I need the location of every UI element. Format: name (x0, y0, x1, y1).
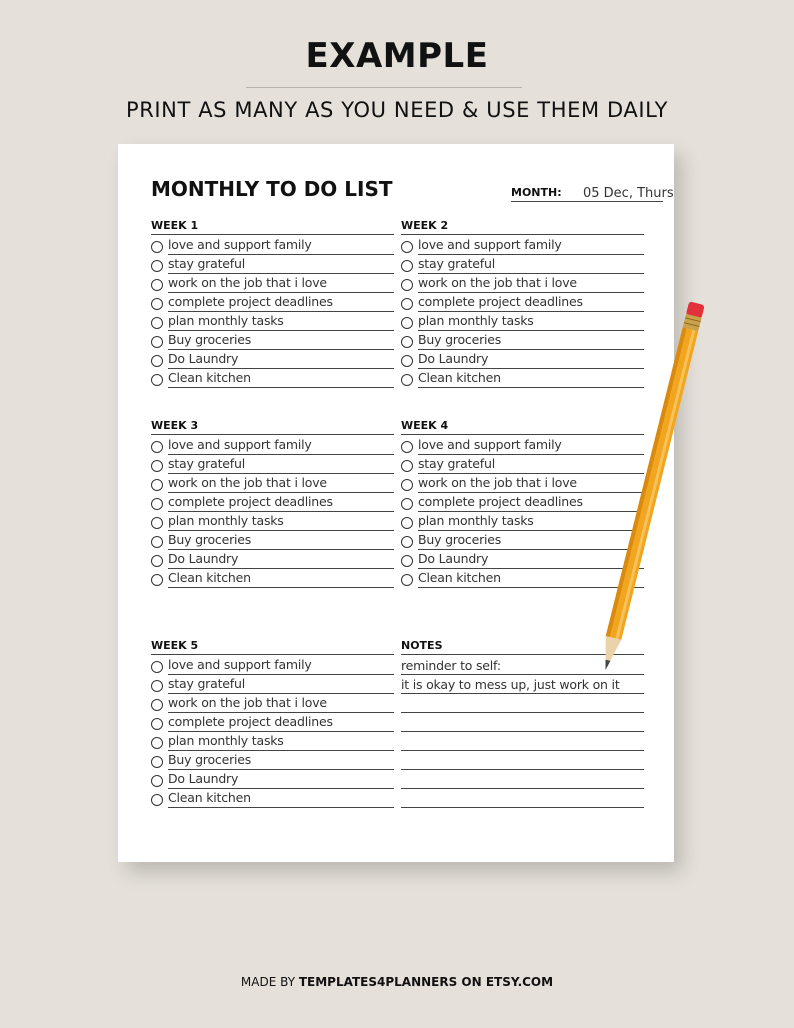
task-text[interactable]: plan monthly tasks (168, 512, 394, 531)
task-checkbox[interactable] (151, 241, 163, 253)
task-text[interactable]: complete project deadlines (168, 293, 394, 312)
task-item (151, 331, 394, 350)
task-text[interactable]: stay grateful (418, 455, 644, 474)
task-item (401, 274, 644, 293)
task-checkbox[interactable] (151, 756, 163, 768)
task-checkbox[interactable] (151, 441, 163, 453)
note-line[interactable]: reminder to self: (401, 656, 644, 675)
task-text[interactable]: Buy groceries (418, 331, 644, 350)
task-item (151, 312, 394, 331)
task-checkbox[interactable] (151, 298, 163, 310)
task-item (151, 770, 394, 789)
task-text[interactable]: work on the job that i love (418, 474, 644, 493)
page-subheadline: PRINT AS MANY AS YOU NEED & USE THEM DAILY (125, 98, 669, 122)
task-checkbox[interactable] (401, 298, 413, 310)
task-checkbox[interactable] (401, 460, 413, 472)
task-text[interactable]: complete project deadlines (168, 713, 394, 732)
task-text[interactable]: Clean kitchen (168, 569, 394, 588)
task-checkbox[interactable] (151, 661, 163, 673)
task-checkbox[interactable] (151, 498, 163, 510)
task-item (151, 512, 394, 531)
notes-title: NOTES (401, 639, 443, 652)
note-line[interactable] (401, 789, 644, 808)
task-item (151, 455, 394, 474)
task-item (151, 656, 394, 675)
task-checkbox[interactable] (151, 680, 163, 692)
page-headline: EXAMPLE (305, 36, 489, 76)
task-checkbox[interactable] (151, 536, 163, 548)
task-checkbox[interactable] (151, 260, 163, 272)
pencil-wood-tip (600, 636, 621, 672)
task-item (151, 274, 394, 293)
task-text[interactable]: love and support family (168, 436, 394, 455)
task-checkbox[interactable] (401, 279, 413, 291)
task-text[interactable]: stay grateful (168, 675, 394, 694)
task-item (151, 550, 394, 569)
task-text[interactable]: work on the job that i love (168, 274, 394, 293)
pencil-icon (600, 295, 720, 695)
task-checkbox[interactable] (401, 555, 413, 567)
task-text[interactable]: complete project deadlines (168, 493, 394, 512)
task-checkbox[interactable] (151, 574, 163, 586)
task-checkbox[interactable] (151, 336, 163, 348)
task-text[interactable]: Do Laundry (168, 550, 394, 569)
task-checkbox[interactable] (151, 718, 163, 730)
task-item (401, 236, 644, 255)
task-checkbox[interactable] (151, 517, 163, 529)
task-checkbox[interactable] (151, 775, 163, 787)
task-text[interactable]: love and support family (168, 236, 394, 255)
task-checkbox[interactable] (401, 574, 413, 586)
task-text[interactable]: Do Laundry (418, 350, 644, 369)
task-checkbox[interactable] (151, 737, 163, 749)
month-underline (511, 201, 663, 202)
section-rule (151, 234, 394, 235)
task-item (151, 751, 394, 770)
header-divider (246, 87, 522, 88)
task-text[interactable]: work on the job that i love (418, 274, 644, 293)
task-checkbox[interactable] (151, 279, 163, 291)
task-text[interactable]: Do Laundry (168, 770, 394, 789)
task-checkbox[interactable] (151, 460, 163, 472)
note-line[interactable] (401, 751, 644, 770)
footer-prefix: MADE BY (240, 975, 299, 989)
task-text[interactable]: Do Laundry (418, 550, 644, 569)
task-text[interactable]: complete project deadlines (418, 493, 644, 512)
task-item (151, 436, 394, 455)
task-checkbox[interactable] (401, 536, 413, 548)
note-line[interactable] (401, 732, 644, 751)
week-title: WEEK 5 (151, 639, 199, 652)
task-item (151, 369, 394, 388)
task-item (151, 350, 394, 369)
task-text[interactable]: stay grateful (168, 255, 394, 274)
task-item (151, 255, 394, 274)
week-title: WEEK 2 (401, 219, 449, 232)
note-line[interactable] (401, 694, 644, 713)
task-text[interactable]: plan monthly tasks (418, 512, 644, 531)
task-item (151, 675, 394, 694)
task-checkbox[interactable] (401, 498, 413, 510)
task-text[interactable]: Buy groceries (168, 751, 394, 770)
task-text[interactable]: Do Laundry (168, 350, 394, 369)
task-item (151, 713, 394, 732)
planner-sheet (118, 144, 674, 862)
task-item (151, 493, 394, 512)
task-checkbox[interactable] (401, 336, 413, 348)
sheet-title: MONTHLY TO DO LIST (151, 177, 393, 201)
section-rule (401, 234, 644, 235)
task-checkbox[interactable] (401, 241, 413, 253)
task-text[interactable]: Clean kitchen (168, 369, 394, 388)
note-line[interactable] (401, 770, 644, 789)
task-checkbox[interactable] (151, 794, 163, 806)
task-item (151, 732, 394, 751)
month-label: MONTH: (511, 186, 562, 199)
task-text[interactable]: Clean kitchen (168, 789, 394, 808)
task-checkbox[interactable] (151, 479, 163, 491)
task-text[interactable]: love and support family (418, 236, 644, 255)
task-checkbox[interactable] (151, 355, 163, 367)
task-item (151, 531, 394, 550)
task-text[interactable]: love and support family (168, 656, 394, 675)
task-text[interactable]: love and support family (418, 436, 644, 455)
task-item (401, 255, 644, 274)
week-title: WEEK 3 (151, 419, 199, 432)
task-checkbox[interactable] (151, 699, 163, 711)
week-title: WEEK 1 (151, 219, 199, 232)
week-section (151, 218, 394, 388)
task-checkbox[interactable] (401, 317, 413, 329)
task-checkbox[interactable] (401, 355, 413, 367)
task-item (151, 789, 394, 808)
task-text[interactable]: plan monthly tasks (168, 732, 394, 751)
task-text[interactable]: work on the job that i love (168, 474, 394, 493)
task-item (151, 694, 394, 713)
task-checkbox[interactable] (151, 317, 163, 329)
task-checkbox[interactable] (401, 441, 413, 453)
note-line[interactable]: it is okay to mess up, just work on it (401, 675, 644, 694)
task-item (151, 569, 394, 588)
task-item (151, 474, 394, 493)
task-text[interactable]: stay grateful (418, 255, 644, 274)
task-checkbox[interactable] (151, 555, 163, 567)
note-line[interactable] (401, 713, 644, 732)
task-text[interactable]: Buy groceries (168, 331, 394, 350)
task-text[interactable]: plan monthly tasks (418, 312, 644, 331)
task-text[interactable]: Buy groceries (418, 531, 644, 550)
week-section (151, 638, 394, 808)
pencil-lead (603, 660, 610, 671)
task-checkbox[interactable] (401, 517, 413, 529)
task-text[interactable]: complete project deadlines (418, 293, 644, 312)
task-checkbox[interactable] (401, 479, 413, 491)
task-checkbox[interactable] (401, 374, 413, 386)
task-text[interactable]: Buy groceries (168, 531, 394, 550)
month-value[interactable]: 05 Dec, Thurs (583, 186, 674, 201)
task-item (151, 293, 394, 312)
task-checkbox[interactable] (151, 374, 163, 386)
task-item (151, 236, 394, 255)
task-text[interactable]: Clean kitchen (418, 569, 644, 588)
footer-brand[interactable]: TEMPLATES4PLANNERS ON ETSY.COM (298, 975, 554, 989)
section-rule (151, 654, 394, 655)
task-text[interactable]: plan monthly tasks (168, 312, 394, 331)
task-text[interactable]: work on the job that i love (168, 694, 394, 713)
week-section (151, 418, 394, 588)
section-rule (151, 434, 394, 435)
task-text[interactable]: stay grateful (168, 455, 394, 474)
footer-credit (0, 975, 794, 989)
week-title: WEEK 4 (401, 419, 449, 432)
task-checkbox[interactable] (401, 260, 413, 272)
task-text[interactable]: Clean kitchen (418, 369, 644, 388)
